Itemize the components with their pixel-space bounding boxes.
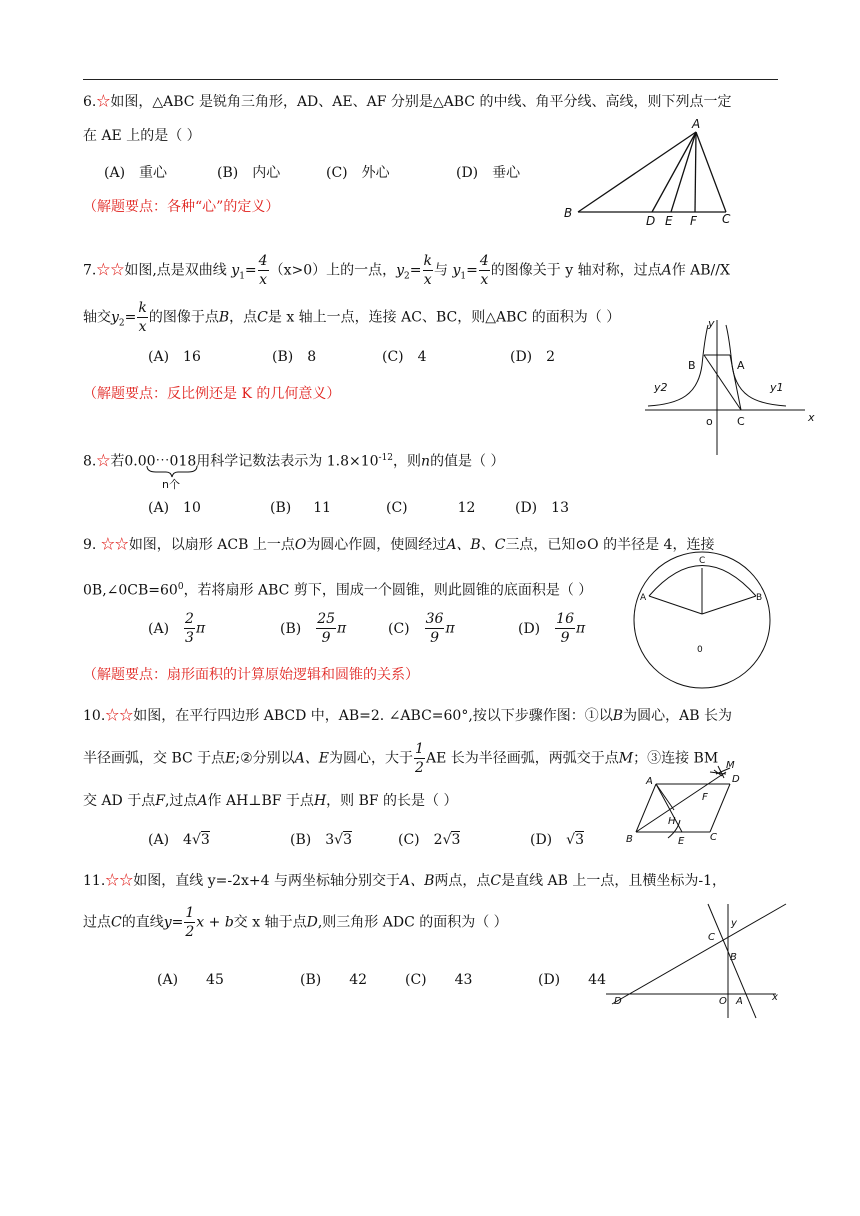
q10-fig-label-d: D [732, 774, 740, 785]
q7-option-b[interactable]: (B) 8 [272, 349, 317, 365]
q11-line2: 过点C的直线y= $\frac{1}{2}$ x + b交 x 轴于点D,则三角形 ADC 的面积为（ ） [83, 905, 508, 940]
q11-fig-label-d: D [614, 996, 622, 1007]
q6-stars: ☆ [96, 94, 111, 110]
q11-option-c[interactable]: (C) 43 [405, 972, 473, 988]
q11-fig-y-axis: y [731, 918, 737, 929]
q7-line1: 7.☆☆如图,点是双曲线 $y_1=$ $\frac{4}{x}$ （x>0）上的一点，$y_2=$ $\frac{k}{x}$ 与 $y_1=$ $\frac{4}{x}$ 的图像关于 y 轴对称，过点A作 AB//X [83, 253, 730, 288]
q7-hyperbola-figure [640, 315, 820, 457]
q11-lines-figure [604, 900, 788, 1022]
q11-option-b[interactable]: (B) 42 [300, 972, 368, 988]
q6-option-b[interactable]: (B) 内心 [217, 165, 281, 181]
q8-option-c[interactable]: (C) 12 [386, 500, 476, 516]
q11-fig-label-c: C [708, 932, 715, 943]
q6-fig-label-c: C [722, 212, 731, 226]
q10-fig-label-b: B [626, 834, 633, 845]
q11-fig-label-o: O [719, 996, 727, 1007]
q6-fig-label-f: F [690, 214, 697, 228]
q9-line2: $0B,\angle 0CB=60^0$，若将扇形 ABC 剪下，围成一个圆锥，则此圆锥的底面积是（ ） [83, 582, 593, 599]
q8-number: 0.00⋯018 [124, 453, 197, 470]
q10-fig-label-e: E [678, 836, 685, 847]
q10-option-c[interactable]: (C) 2√3 [398, 832, 461, 848]
q9-option-b[interactable]: (B) $\frac{25}{9}$ π [280, 611, 347, 646]
q9-line1: 9. ☆☆如图，以扇形 ACB 上一点O为圆心作圆，使圆经过A、B、C三点，已知⊙O 的半径是 4，连接 [83, 537, 715, 553]
q9-fig-label-a: A [640, 593, 647, 603]
q11-fig-label-b: B [730, 952, 737, 963]
q7-option-a[interactable]: (A) 16 [148, 349, 201, 365]
q11-line1: 11.☆☆如图，直线 y=-2x+4 与两坐标轴分别交于A、B两点，点C是直线 AB 上一点，且横坐标为-1， [83, 873, 727, 889]
q9-option-d[interactable]: (D) $\frac{16}{9}$ π [518, 611, 586, 646]
q10-line3: 交 AD 于点F,过点A作 AH⊥BF 于点H，则 BF 的长是（ ） [83, 793, 458, 809]
q6-triangle-figure [558, 115, 748, 230]
q6-option-c[interactable]: (C) 外心 [326, 165, 390, 181]
q10-option-b[interactable]: (B) 3√3 [290, 832, 352, 848]
q11-fig-x-axis: x [772, 992, 778, 1003]
q10-line1: 10.☆☆如图，在平行四边形 ABCD 中，AB=2. ∠ABC=60°,按以下步骤作图：①以B为圆心，AB 长为 [83, 708, 732, 724]
q8-underbrace [144, 464, 200, 490]
q7-fig-y-axis: y [708, 317, 715, 330]
q7-fig-y1: y1 [770, 381, 784, 394]
q11-option-a[interactable]: (A) 45 [157, 972, 224, 988]
q10-parallelogram-figure [618, 760, 748, 848]
q7-option-c[interactable]: (C) 4 [382, 349, 427, 365]
q8-option-a[interactable]: (A) 10 [148, 500, 201, 516]
q7-fig-origin: o [706, 415, 713, 428]
q10-fig-label-c: C [710, 832, 717, 843]
q8-option-b[interactable]: (B) 11 [270, 500, 332, 516]
q7-fig-label-a: A [737, 359, 745, 372]
q9-hint: （解题要点：扇形面积的计算原始逻辑和圆锥的关系） [83, 667, 419, 683]
q8-stars: ☆ [96, 453, 111, 470]
q11-fig-label-a: A [736, 996, 743, 1007]
q11-stars: ☆☆ [105, 873, 134, 889]
q10-fig-label-f: F [702, 792, 708, 803]
header-rule [83, 79, 778, 80]
q8-option-d[interactable]: (D) 13 [515, 500, 569, 516]
q9-fig-label-c: C [699, 556, 706, 566]
q9-option-a[interactable]: (A) $\frac{2}{3}$ π [148, 611, 206, 646]
q9-stars: ☆☆ [100, 537, 129, 553]
q7-hint: （解题要点：反比例还是 K 的几何意义） [83, 386, 341, 402]
q6-line2: 在 AE 上的是（ ） [83, 128, 201, 144]
q9-fig-label-b: B [756, 593, 763, 603]
q10-option-d[interactable]: (D) √3 [530, 832, 584, 848]
q9-option-c[interactable]: (C) $\frac{36}{9}$ π [388, 611, 455, 646]
q7-fig-y2: y2 [654, 381, 668, 394]
q11-option-d[interactable]: (D) 44 [538, 972, 606, 988]
q7-fig-label-b: B [688, 359, 696, 372]
q8-brace-label: n个 [162, 478, 180, 490]
q9-sector-figure [632, 550, 772, 692]
q10-fig-label-a: A [646, 776, 653, 787]
q7-line2: 轴交$y_2=$ $\frac{k}{x}$ 的图像于点B，点C是 x 轴上一点，连接 AC、BC，则△ABC 的面积为（ ） [83, 300, 621, 335]
q10-stars: ☆☆ [105, 708, 134, 724]
q6-fig-label-a: A [692, 117, 701, 131]
q6-fig-label-b: B [564, 206, 573, 220]
q6-fig-label-d: D [646, 214, 656, 228]
q7-fig-label-c: C [737, 415, 745, 428]
q10-fig-label-m: M [726, 760, 735, 771]
q10-option-a[interactable]: (A) 4√3 [148, 832, 210, 848]
q8-line1: 8.☆若0.00⋯018用科学记数法表示为 $1.8\times 10^{-12}$，则n的值是（ ） [83, 453, 505, 470]
q9-fig-label-o: 0 [697, 645, 703, 655]
q6-option-d[interactable]: (D) 垂心 [456, 165, 521, 181]
q6-option-a[interactable]: (A) 重心 [104, 165, 168, 181]
q10-fig-label-h: H [668, 816, 676, 827]
q7-fig-x-axis: x [808, 411, 815, 424]
q10-line2: 半径画弧，交 BC 于点E;②分别以A、E为圆心，大于 $\frac{1}{2}$ AE 长为半径画弧，两弧交于点M；③连接 BM [83, 741, 719, 776]
q6-fig-label-e: E [665, 214, 673, 228]
q7-stars: ☆☆ [96, 262, 125, 279]
q6-hint: （解题要点：各种“心”的定义） [83, 199, 280, 215]
q7-option-d[interactable]: (D) 2 [510, 349, 556, 365]
q6-line1: 6.☆如图，△ABC 是锐角三角形，AD、AE、AF 分别是△ABC 的中线、角平分线、高线，则下列点一定 [83, 94, 732, 110]
